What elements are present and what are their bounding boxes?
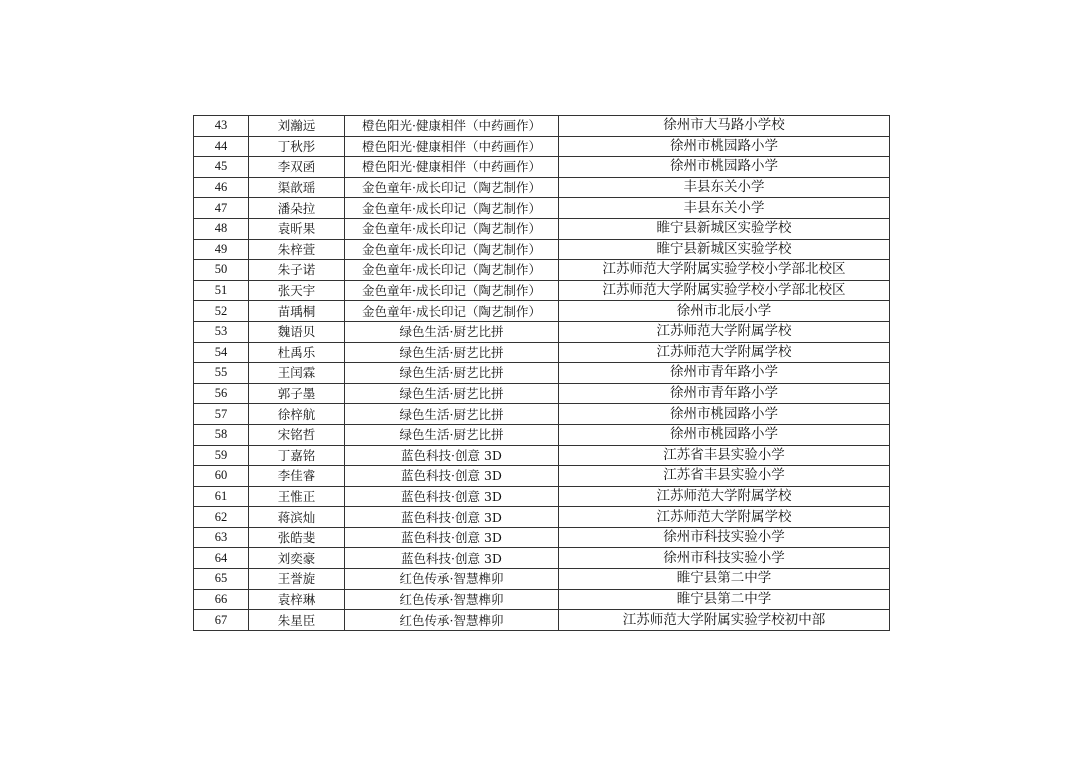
cell-number: 48: [194, 218, 249, 239]
table-row: [194, 466, 890, 487]
cell-number: 56: [194, 383, 249, 404]
cell-number: 62: [194, 507, 249, 528]
cell-project: 红色传承·智慧榫卯: [345, 589, 559, 610]
cell-student-name: 朱子诺: [249, 260, 345, 281]
table-row: [194, 548, 890, 569]
cell-school: 江苏师范大学附属学校: [559, 321, 890, 342]
cell-student-name: 张天宇: [249, 280, 345, 301]
table-row: [194, 424, 890, 445]
roster-table-body: [194, 116, 890, 631]
cell-project: 蓝色科技·创意 3D: [345, 486, 559, 507]
cell-number: 63: [194, 527, 249, 548]
table-row: [194, 198, 890, 219]
table-row: [194, 280, 890, 301]
cell-number: 58: [194, 424, 249, 445]
cell-student-name: 王誉旋: [249, 569, 345, 590]
table-row: [194, 610, 890, 631]
cell-number: 67: [194, 610, 249, 631]
cell-student-name: 刘瀚远: [249, 116, 345, 137]
cell-number: 46: [194, 177, 249, 198]
cell-project: 绿色生活·厨艺比拼: [345, 363, 559, 384]
table-row: [194, 116, 890, 137]
cell-number: 51: [194, 280, 249, 301]
table-row: [194, 383, 890, 404]
cell-project: 蓝色科技·创意 3D: [345, 466, 559, 487]
cell-school: 江苏师范大学附属学校: [559, 486, 890, 507]
cell-school: 睢宁县第二中学: [559, 569, 890, 590]
cell-number: 64: [194, 548, 249, 569]
table-row: [194, 589, 890, 610]
cell-school: 江苏省丰县实验小学: [559, 445, 890, 466]
cell-number: 52: [194, 301, 249, 322]
cell-project: 红色传承·智慧榫卯: [345, 569, 559, 590]
table-row: [194, 445, 890, 466]
cell-school: 徐州市桃园路小学: [559, 404, 890, 425]
table-row: [194, 404, 890, 425]
cell-number: 50: [194, 260, 249, 281]
cell-school: 徐州市科技实验小学: [559, 548, 890, 569]
cell-student-name: 袁梓琳: [249, 589, 345, 610]
cell-project: 蓝色科技·创意 3D: [345, 548, 559, 569]
cell-project: 红色传承·智慧榫卯: [345, 610, 559, 631]
cell-school: 江苏师范大学附属实验学校小学部北校区: [559, 280, 890, 301]
cell-school: 江苏省丰县实验小学: [559, 466, 890, 487]
cell-project: 蓝色科技·创意 3D: [345, 445, 559, 466]
cell-project: 橙色阳光·健康相伴（中药画作）: [345, 116, 559, 137]
cell-project: 绿色生活·厨艺比拼: [345, 321, 559, 342]
table-row: [194, 363, 890, 384]
cell-student-name: 李双函: [249, 157, 345, 178]
cell-school: 徐州市北辰小学: [559, 301, 890, 322]
cell-school: 睢宁县新城区实验学校: [559, 239, 890, 260]
cell-school: 徐州市大马路小学校: [559, 116, 890, 137]
cell-project: 金色童年·成长印记（陶艺制作）: [345, 198, 559, 219]
cell-number: 55: [194, 363, 249, 384]
cell-student-name: 宋铭哲: [249, 424, 345, 445]
cell-number: 54: [194, 342, 249, 363]
table-row: [194, 486, 890, 507]
cell-number: 45: [194, 157, 249, 178]
cell-student-name: 郭子墨: [249, 383, 345, 404]
cell-number: 66: [194, 589, 249, 610]
cell-student-name: 潘朵拉: [249, 198, 345, 219]
cell-school: 徐州市青年路小学: [559, 383, 890, 404]
cell-student-name: 袁昕果: [249, 218, 345, 239]
table-row: [194, 301, 890, 322]
cell-school: 睢宁县新城区实验学校: [559, 218, 890, 239]
cell-project: 橙色阳光·健康相伴（中药画作）: [345, 157, 559, 178]
cell-student-name: 苗瑀桐: [249, 301, 345, 322]
cell-school: 丰县东关小学: [559, 177, 890, 198]
table-row: [194, 157, 890, 178]
cell-number: 44: [194, 136, 249, 157]
cell-school: 徐州市桃园路小学: [559, 157, 890, 178]
cell-student-name: 李佳睿: [249, 466, 345, 487]
cell-student-name: 王惟正: [249, 486, 345, 507]
cell-school: 江苏师范大学附属实验学校小学部北校区: [559, 260, 890, 281]
cell-school: 徐州市桃园路小学: [559, 424, 890, 445]
cell-number: 49: [194, 239, 249, 260]
table-row: [194, 527, 890, 548]
cell-project: 金色童年·成长印记（陶艺制作）: [345, 239, 559, 260]
cell-school: 睢宁县第二中学: [559, 589, 890, 610]
table-row: [194, 239, 890, 260]
cell-number: 65: [194, 569, 249, 590]
cell-project: 金色童年·成长印记（陶艺制作）: [345, 218, 559, 239]
cell-number: 59: [194, 445, 249, 466]
cell-school: 丰县东关小学: [559, 198, 890, 219]
table-row: [194, 507, 890, 528]
cell-student-name: 丁秋彤: [249, 136, 345, 157]
table-row: [194, 218, 890, 239]
cell-project: 橙色阳光·健康相伴（中药画作）: [345, 136, 559, 157]
cell-number: 47: [194, 198, 249, 219]
cell-number: 43: [194, 116, 249, 137]
cell-student-name: 杜禹乐: [249, 342, 345, 363]
cell-student-name: 徐梓航: [249, 404, 345, 425]
cell-project: 蓝色科技·创意 3D: [345, 507, 559, 528]
cell-school: 徐州市桃园路小学: [559, 136, 890, 157]
table-row: [194, 569, 890, 590]
cell-project: 绿色生活·厨艺比拼: [345, 342, 559, 363]
roster-table: [193, 115, 890, 631]
table-row: [194, 260, 890, 281]
table-row: [194, 321, 890, 342]
cell-student-name: 蒋滨灿: [249, 507, 345, 528]
cell-project: 绿色生活·厨艺比拼: [345, 424, 559, 445]
cell-student-name: 丁嘉铭: [249, 445, 345, 466]
cell-project: 蓝色科技·创意 3D: [345, 527, 559, 548]
cell-number: 57: [194, 404, 249, 425]
cell-project: 金色童年·成长印记（陶艺制作）: [345, 260, 559, 281]
cell-school: 徐州市青年路小学: [559, 363, 890, 384]
cell-student-name: 渠歆瑶: [249, 177, 345, 198]
cell-school: 江苏师范大学附属学校: [559, 507, 890, 528]
cell-student-name: 王闰霖: [249, 363, 345, 384]
cell-number: 60: [194, 466, 249, 487]
cell-student-name: 朱星臣: [249, 610, 345, 631]
table-row: [194, 342, 890, 363]
cell-student-name: 朱梓萱: [249, 239, 345, 260]
cell-project: 绿色生活·厨艺比拼: [345, 383, 559, 404]
cell-project: 绿色生活·厨艺比拼: [345, 404, 559, 425]
cell-project: 金色童年·成长印记（陶艺制作）: [345, 280, 559, 301]
table-row: [194, 136, 890, 157]
cell-student-name: 魏语贝: [249, 321, 345, 342]
cell-project: 金色童年·成长印记（陶艺制作）: [345, 301, 559, 322]
cell-school: 徐州市科技实验小学: [559, 527, 890, 548]
cell-student-name: 刘奕豪: [249, 548, 345, 569]
cell-project: 金色童年·成长印记（陶艺制作）: [345, 177, 559, 198]
cell-number: 61: [194, 486, 249, 507]
cell-school: 江苏师范大学附属实验学校初中部: [559, 610, 890, 631]
table-row: [194, 177, 890, 198]
cell-student-name: 张皓斐: [249, 527, 345, 548]
cell-school: 江苏师范大学附属学校: [559, 342, 890, 363]
cell-number: 53: [194, 321, 249, 342]
